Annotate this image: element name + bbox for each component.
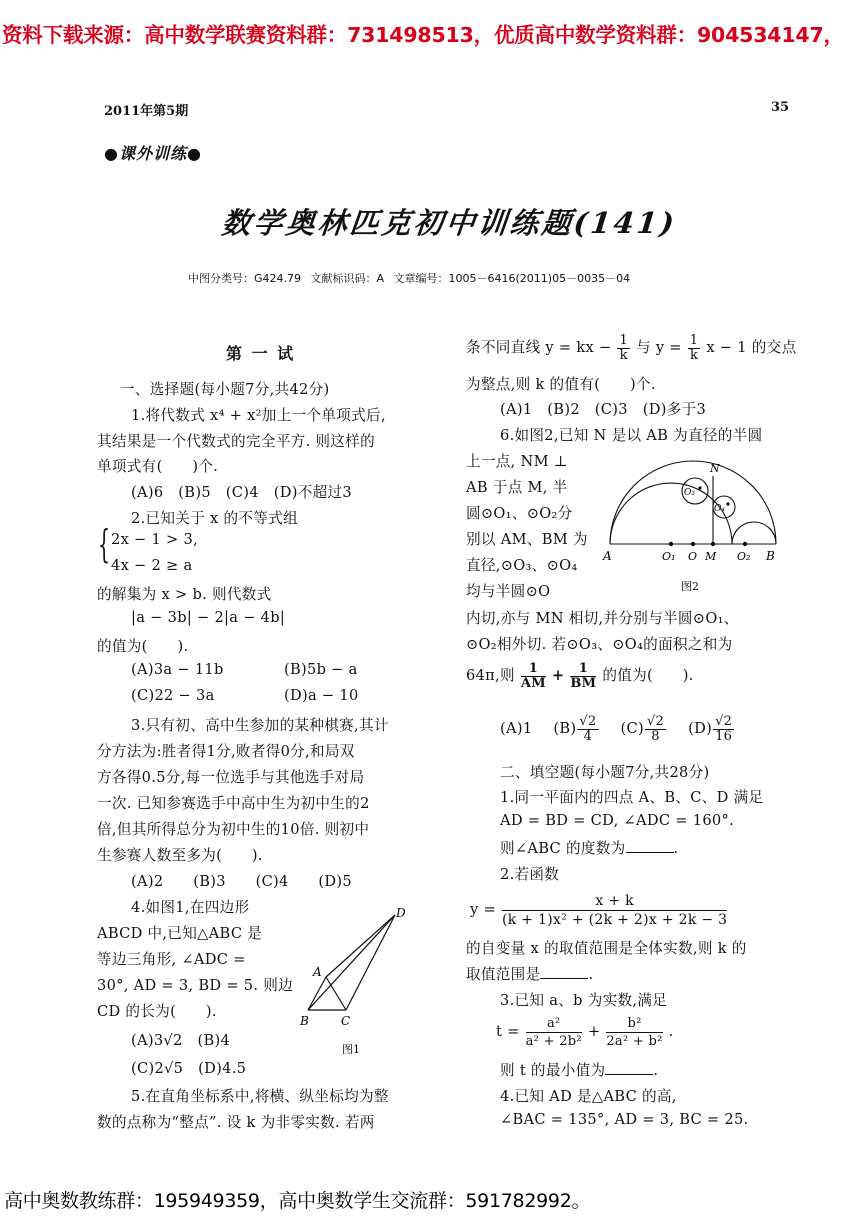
section-fill: 二、填空题(每小题7分,共28分) [500,764,710,781]
q6-options [500,712,735,746]
q3-line: 一次. 已知参赛选手中高中生为初中生的2 [97,795,370,812]
q6-line: ⊙O₂相外切. 若⊙O₃、⊙O₄的面积之和为 [466,636,733,653]
f3-line: 3.已知 a、b 为实数,满足 [500,992,668,1009]
answer-blank [540,965,588,979]
q4-line: 等边三角形, ∠ADC = [97,951,246,968]
frac-num: 1 [619,332,629,348]
q3-line: 分方法为:胜者得1分,败者得0分,和局双 [97,743,355,760]
f2-formula [470,888,728,932]
fig1-label-a: A [313,965,322,979]
q1-options: (A)6 (B)5 (C)4 (D)不超过3 [131,484,352,501]
q6-option-b-frac [577,715,598,744]
source-banner: 资料下载来源：高中数学联赛资料群：731498513，优质高中数学资料群：904534147， [2,23,844,47]
section-label: ●课外训练● [104,144,202,163]
frac-den: 16 [715,728,733,744]
fig2-label-a: A [603,549,612,563]
figure-1 [296,902,422,1058]
issue-header: 2011年第5期 [104,104,189,119]
q2-ineq: 4x − 2 ≥ a [111,557,193,574]
fig1-label-d: D [396,906,406,920]
f2-line: 2.若函数 [500,866,560,883]
q6-line: 别以 AM、BM 为 [466,531,588,548]
q6-option-c-frac [645,715,666,744]
q6-line: 圆⊙O₁、⊙O₂分 [466,505,573,522]
frac-num: 1 [689,332,699,348]
f3-fraction-2 [606,1015,662,1050]
q4-options: (A)3√2 (B)4 [131,1032,231,1049]
fig2-label-o4: O₄ [714,504,725,514]
q2-option: (D)a − 10 [284,687,359,704]
f2-fraction [502,892,727,929]
q2-ineq: 2x − 1 > 3, [111,531,199,548]
fig1-caption: 图1 [342,1043,360,1056]
q4-line: 4.如图1,在四边形 [131,899,250,916]
answer-blank [626,839,674,853]
q2-option: (A)3a − 11b [131,661,224,678]
f2-line: 的自变量 x 的取值范围是全体实数,则 k 的 [466,940,747,957]
frac-den: 2a² + b² [606,1033,663,1049]
q3-line: 3.只有初、高中生参加的某种棋赛,其计 [131,717,389,734]
fig2-label-o2: O₂ [737,550,751,563]
fig2-caption: 图2 [681,580,699,593]
fig2-label-o: O [688,550,698,563]
q3-line: 倍,但其所得总分为初中生的10倍. 则初中 [97,821,370,838]
q4-line: CD 的长为( ). [97,1003,217,1020]
page-number: 35 [771,100,790,115]
part-heading: 第 一 试 [226,344,296,363]
q4-line: 30°, AD = 3, BD = 5. 则边 [97,977,294,994]
f3-formula [496,1011,674,1053]
f3-text: 则 t 的最小值为 [500,1062,606,1079]
q5-text-c: x − 1 的交点 [706,339,797,356]
q5-text-b: 与 y = [635,339,682,356]
q5-cont-line: 为整点,则 k 的值有( )个. [466,376,656,393]
q5-cont-line [466,333,796,363]
fig2-label-n: N [710,462,720,475]
f1-line: AD = BD = CD, ∠ADC = 160°. [500,812,735,829]
f1-line: 1.同一平面内的四点 A、B、C、D 满足 [500,789,764,806]
q2-expr: |a − 3b| − 2|a − 4b| [131,609,286,626]
article-meta: 中图分类号：G424.79 文献标识码：A 文章编号：1005－6416(2011)05－0035－04 [188,272,631,285]
f2-line: 取值范围是 . [466,966,594,983]
brace-icon: { [98,522,111,566]
fraction-1-over-am [521,662,546,691]
q3-line: 方各得0.5分,每一位选手与其他选手对局 [97,769,365,786]
fig2-label-o1: O₁ [662,550,676,563]
q6-option-d-frac [713,715,734,744]
frac-num: a² [526,1015,582,1033]
q6-line: 均与半圆⊙O [466,583,551,600]
q6-line: 上一点, NM ⊥ [466,453,568,470]
f1-text: 则∠ABC 的度数为 [500,840,626,857]
f4-line: ∠BAC = 135°, AD = 3, BC = 25. [500,1111,749,1128]
q5-line: 5.在直角坐标系中,将横、纵坐标均为整 [131,1088,389,1105]
f3-period: . [668,1023,674,1040]
frac-num: 1 [521,662,546,677]
q1-line: 其结果是一个代数式的完全平方. 则这样的 [97,433,375,450]
frac-num: √2 [646,713,665,729]
f3-t: t = [496,1023,520,1040]
frac-den: 4 [583,728,593,744]
frac-den: (k + 1)x² + (2k + 2)x + 2k − 3 [501,911,728,928]
frac-den: k [689,347,699,363]
f3-plus: + [587,1023,601,1040]
figure-2 [600,456,786,596]
fig2-label-o3: O₃ [684,488,695,498]
frac-den: a² + 2b² [525,1033,582,1049]
f3-line: 则 t 的最小值为 . [500,1062,659,1079]
q3-line: 生参赛人数至多为( ). [97,847,263,864]
q6-line: AB 于点 M, 半 [466,479,568,496]
q6-option-b: (B) [553,720,577,737]
q1-line: 单项式有( )个. [97,458,219,475]
q6-option-a: (A)1 [500,720,533,737]
q2-line: 2.已知关于 x 的不等式组 [131,510,298,527]
fig1-label-b: B [300,1014,309,1028]
article-title: 数学奥林匹克初中训练题(141) [220,206,679,240]
fig2-label-m: M [705,550,717,563]
frac-num: 1 [570,662,596,677]
q2-option: (C)22 − 3a [131,687,215,704]
f2-text: 取值范围是 [466,966,541,983]
q6-line: 内切,亦与 MN 相切,并分别与半圆⊙O₁、 [466,610,739,627]
frac-den: k [619,347,628,363]
q2-line: 的值为( ). [97,638,189,655]
frac-den: 8 [651,728,660,744]
answer-blank [605,1061,653,1075]
contact-footer: 高中奥数教练群：195949359，高中奥数学生交流群：591782992。 [4,1190,591,1212]
q6-option-d: (D) [688,720,713,737]
q6-option-c: (C) [620,720,644,737]
frac-den: BM [570,675,597,691]
frac-num: √2 [715,713,733,729]
frac-num: x + k [502,892,727,911]
q6-text: 64π,则 [466,667,515,684]
fraction-1-over-k [688,334,701,363]
section-choice: 一、选择题(每小题7分,共42分) [120,381,330,398]
frac-num: √2 [579,713,597,729]
q5-options: (A)1 (B)2 (C)3 (D)多于3 [500,401,707,418]
q5-line: 数的点称为“整点”. 设 k 为非零实数. 若两 [97,1114,375,1131]
q1-line: 1.将代数式 x⁴ + x²加上一个单项式后, [131,407,386,424]
f2-y: y = [470,901,497,918]
frac-num: b² [606,1015,662,1033]
q3-options: (A)2 (B)3 (C)4 (D)5 [131,873,352,890]
fig2-label-b: B [766,549,775,563]
q4-line: ABCD 中,已知△ABC 是 [97,925,263,942]
q6-line: 直径,⊙O₃、⊙O₄ [466,557,578,574]
fig1-label-c: C [341,1014,351,1028]
q2-line: 的解集为 x > b. 则代数式 [97,586,272,603]
f1-line: 则∠ABC 的度数为 . [500,840,679,857]
f4-line: 4.已知 AD 是△ABC 的高, [500,1088,677,1105]
q4-options: (C)2√5 (D)4.5 [131,1060,247,1077]
q5-text-a: 条不同直线 y = kx − [466,339,612,356]
fraction-1-over-k [617,334,630,363]
fraction-1-over-bm [570,662,596,691]
q2-option: (B)5b − a [284,661,358,678]
q6-line: 6.如图2,已知 N 是以 AB 为直径的半圆 [500,427,763,444]
f3-fraction-1 [526,1015,582,1050]
q6-text: 的值为( ). [602,667,694,684]
q6-question: 64π,则 $\frac{1}{AM}$ + $\frac{1}{BM}$ 的值为( ). [466,660,694,691]
frac-den: AM [520,675,546,691]
